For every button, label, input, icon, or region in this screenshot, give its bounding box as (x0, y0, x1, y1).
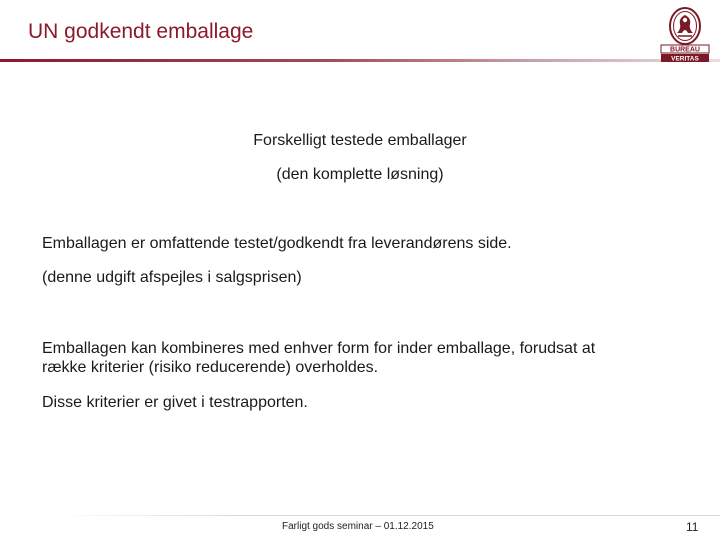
paragraph-2-line-1: Emballagen kan kombineres med enhver form for inder emballage, forudsat at (42, 340, 596, 357)
paragraph-1-note: (denne udgift afspejles i salgsprisen) (42, 269, 302, 286)
paragraph-2-line-2: række kriterier (risiko reducerende) overholdes. (42, 359, 379, 376)
section-heading: Forskelligt testede emballager (253, 132, 467, 149)
footer-divider (50, 515, 720, 516)
paragraph-3: Disse kriterier er givet i testrapporten. (42, 394, 308, 411)
section-subheading: (den komplette løsning) (276, 166, 444, 183)
logo-line2: VERITAS (671, 55, 699, 63)
bureau-veritas-logo (660, 6, 710, 64)
bureau-veritas-seal-icon (660, 6, 710, 64)
footer-text: Farligt gods seminar – 01.12.2015 (282, 521, 434, 532)
title-divider (0, 59, 720, 62)
logo-line1: BUREAU (670, 46, 700, 54)
page-number: 11 (686, 520, 699, 534)
paragraph-1: Emballagen er omfattende testet/godkendt fra leverandørens side. (42, 235, 512, 252)
slide-title: UN godkendt emballage (28, 20, 254, 43)
